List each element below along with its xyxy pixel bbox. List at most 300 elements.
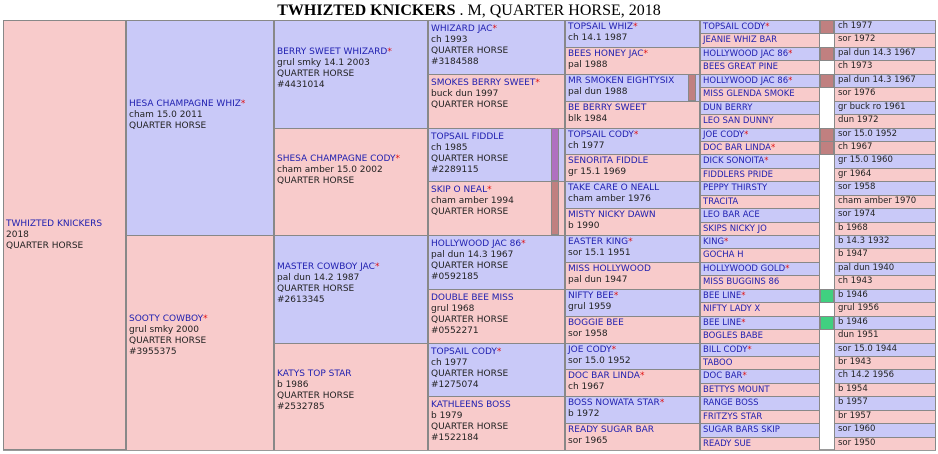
horse-name-text: FIDDLERS PRIDE bbox=[703, 169, 774, 180]
horse-entry bbox=[703, 345, 817, 356]
sire-cell bbox=[700, 208, 820, 222]
horse-name-link[interactable] bbox=[277, 369, 425, 380]
horse-info-cell bbox=[834, 74, 936, 88]
horse-info-cell bbox=[834, 168, 936, 182]
horse-name-link[interactable] bbox=[703, 210, 817, 221]
horse-name-text: MASTER COWBOY JAC bbox=[277, 261, 375, 272]
horse-detail-line1: grul smky 14.1 2003 bbox=[277, 57, 370, 68]
horse-detail-line1: gr 15.1 1969 bbox=[568, 167, 627, 178]
horse-name-link[interactable] bbox=[431, 78, 562, 89]
dam-cell bbox=[565, 369, 700, 397]
horse-detail-line1: sor 15.1 1951 bbox=[568, 248, 631, 258]
horse-entry bbox=[277, 262, 425, 306]
horse-info-text: sor 1972 bbox=[838, 34, 876, 45]
horse-name-text: SKIP O NEAL bbox=[431, 185, 488, 196]
sire-cell bbox=[565, 343, 700, 371]
dam-cell bbox=[565, 262, 700, 290]
dam-cell bbox=[565, 47, 700, 75]
horse-info-text: ch 1943 bbox=[838, 276, 873, 287]
horse-name-text: BILL CODY bbox=[703, 344, 748, 355]
horse-detail-line1: pal dun 14.3 1967 bbox=[431, 250, 514, 260]
horse-name-text: SKIPS NICKY JO bbox=[703, 223, 767, 234]
horse-name-link[interactable] bbox=[703, 22, 817, 33]
horse-info-cell bbox=[834, 101, 936, 115]
horse-entry bbox=[703, 358, 817, 369]
horse-entry bbox=[703, 170, 817, 181]
horse-name-link[interactable] bbox=[568, 49, 697, 60]
horse-name-link[interactable] bbox=[703, 358, 817, 369]
horse-entry bbox=[568, 22, 697, 44]
horse-info-cell bbox=[834, 356, 936, 370]
horse-entry bbox=[431, 293, 562, 337]
horse-name-text: BEES HONEY JAC bbox=[568, 48, 644, 59]
dam-cell bbox=[700, 33, 820, 47]
horse-detail-line2: QUARTER HORSE bbox=[431, 153, 509, 164]
horse-entry bbox=[703, 331, 817, 342]
horse-info-cell bbox=[834, 262, 936, 276]
horse-entry bbox=[703, 76, 817, 87]
horse-detail-line1: ch 14.1 1987 bbox=[568, 33, 628, 43]
horse-entry bbox=[703, 224, 817, 235]
horse-name-text: RANGE BOSS bbox=[703, 398, 759, 409]
horse-info-text: b 14.3 1932 bbox=[838, 236, 890, 246]
horse-name-link[interactable] bbox=[703, 62, 817, 73]
horse-info-cell bbox=[834, 396, 936, 410]
dam-cell bbox=[565, 208, 700, 236]
horse-name-text: WHIZARD JAC bbox=[431, 24, 493, 34]
horse-info-text: sor 15.0 1944 bbox=[838, 343, 898, 354]
horse-detail-line2: QUARTER HORSE bbox=[431, 207, 509, 218]
dam-cell bbox=[274, 343, 428, 452]
dam-cell bbox=[700, 410, 820, 424]
horse-details: . M, QUARTER HORSE, 2018 bbox=[455, 2, 661, 19]
horse-entry bbox=[703, 103, 817, 114]
horse-info-cell bbox=[834, 316, 936, 330]
horse-name-text: MISS HOLLYWOOD bbox=[568, 263, 651, 274]
horse-info-cell bbox=[834, 423, 936, 437]
horse-name-link[interactable] bbox=[703, 345, 817, 356]
sire-cell bbox=[565, 289, 700, 317]
horse-name-text: TABOO bbox=[703, 357, 733, 368]
horse-detail-line1: grul smky 2000 bbox=[129, 324, 199, 335]
horse-info-text: gr buck ro 1961 bbox=[838, 101, 906, 112]
horse-name-link[interactable] bbox=[703, 170, 817, 181]
horse-name-link[interactable] bbox=[568, 130, 697, 141]
horse-detail-line3: #2613345 bbox=[277, 294, 325, 305]
horse-name-link[interactable] bbox=[129, 314, 271, 325]
horse-entry bbox=[431, 78, 562, 111]
horse-name-link[interactable] bbox=[703, 183, 817, 194]
horse-info-text: pal dun 14.3 1967 bbox=[838, 74, 916, 85]
horse-detail-line3: #3184588 bbox=[431, 57, 479, 67]
horse-name-link[interactable] bbox=[703, 156, 817, 167]
star-icon: * bbox=[521, 239, 526, 249]
horse-entry bbox=[568, 345, 697, 367]
horse-info-text: b 1954 bbox=[838, 383, 868, 394]
star-icon: * bbox=[203, 313, 208, 324]
horse-entry bbox=[431, 239, 562, 283]
horse-name-text: KATYS TOP STAR bbox=[277, 369, 352, 380]
star-icon: * bbox=[611, 344, 617, 355]
horse-name-text: READY SUGAR BAR bbox=[568, 425, 655, 436]
subject-horse-cell bbox=[3, 20, 126, 450]
horse-name-text: LEO SAN DUNNY bbox=[703, 116, 774, 127]
horse-info-text: ch 1977 bbox=[838, 21, 873, 31]
horse-info-cell bbox=[834, 87, 936, 101]
horse-entry bbox=[703, 156, 817, 167]
horse-detail-line2: QUARTER HORSE bbox=[129, 335, 207, 346]
dam-cell bbox=[700, 195, 820, 209]
dam-cell bbox=[428, 289, 565, 344]
sire-cell bbox=[428, 20, 565, 75]
horse-name-link[interactable] bbox=[6, 219, 123, 230]
horse-entry bbox=[277, 47, 425, 91]
inbreeding-marker bbox=[820, 289, 834, 303]
horse-info-cell bbox=[834, 60, 936, 74]
horse-name-text: MISTY NICKY DAWN bbox=[568, 210, 656, 221]
horse-name-link[interactable] bbox=[568, 264, 697, 275]
sire-cell bbox=[700, 181, 820, 195]
horse-name-link[interactable] bbox=[568, 76, 697, 87]
horse-detail-line1: pal dun 14.2 1987 bbox=[277, 272, 360, 283]
horse-name-link[interactable] bbox=[431, 400, 562, 411]
horse-name-link[interactable] bbox=[703, 291, 817, 302]
dam-cell bbox=[274, 128, 428, 237]
horse-detail-line3: #3955375 bbox=[129, 346, 177, 357]
horse-name-text: BETTYS MOUNT bbox=[703, 384, 770, 395]
star-icon: * bbox=[643, 48, 649, 59]
horse-info-cell bbox=[834, 383, 936, 397]
horse-entry bbox=[703, 89, 817, 100]
horse-entry bbox=[431, 185, 562, 218]
horse-info-text: dun 1972 bbox=[838, 115, 879, 126]
horse-info-cell bbox=[834, 114, 936, 128]
horse-name-text: JOE CODY bbox=[568, 344, 612, 355]
horse-detail-line2: QUARTER HORSE bbox=[431, 314, 509, 325]
horse-name-link[interactable] bbox=[129, 99, 271, 110]
horse-name-text: EASTER KING bbox=[568, 237, 629, 247]
star-icon: * bbox=[741, 317, 746, 328]
horse-detail-line1: b 1990 bbox=[568, 221, 600, 232]
horse-name-link[interactable] bbox=[568, 210, 697, 221]
horse-detail-line1: ch 1977 bbox=[431, 357, 468, 368]
horse-info-cell bbox=[834, 302, 936, 316]
horse-name-link[interactable] bbox=[431, 293, 562, 304]
horse-name-link[interactable] bbox=[703, 264, 817, 275]
star-icon: * bbox=[764, 156, 769, 167]
horse-detail-line1: blk 1984 bbox=[568, 113, 608, 124]
horse-info-text: br 1943 bbox=[838, 356, 872, 367]
horse-name-text: FRITZYS STAR bbox=[703, 411, 763, 422]
star-icon: * bbox=[628, 237, 633, 247]
horse-name-link[interactable] bbox=[568, 156, 697, 167]
horse-entry bbox=[703, 412, 817, 423]
horse-entry bbox=[568, 130, 697, 152]
horse-name-link[interactable] bbox=[703, 318, 817, 329]
sire-cell bbox=[700, 289, 820, 303]
inbreeding-marker bbox=[551, 181, 559, 235]
horse-entry bbox=[129, 99, 271, 132]
horse-info-text: b 1947 bbox=[838, 249, 868, 260]
horse-name-text: HOLLYWOOD GOLD bbox=[703, 263, 786, 274]
star-icon: * bbox=[535, 77, 540, 88]
star-icon: * bbox=[659, 398, 665, 409]
horse-entry bbox=[703, 62, 817, 73]
dam-cell bbox=[700, 302, 820, 316]
horse-name-link[interactable] bbox=[703, 35, 817, 46]
sire-cell bbox=[700, 101, 820, 115]
horse-name-link[interactable] bbox=[703, 304, 817, 315]
horse-detail-line2: QUARTER HORSE bbox=[277, 283, 355, 294]
horse-info-text: sor 1976 bbox=[838, 88, 876, 99]
horse-entry bbox=[568, 398, 697, 420]
inbreeding-marker bbox=[820, 47, 834, 61]
horse-name-link[interactable] bbox=[703, 425, 817, 436]
horse-entry bbox=[703, 318, 817, 329]
horse-name-link[interactable] bbox=[703, 250, 817, 261]
horse-name-text: HOLLYWOOD JAC 86 bbox=[703, 75, 789, 86]
dam-cell bbox=[700, 222, 820, 236]
horse-detail-line3: #4431014 bbox=[277, 79, 325, 90]
horse-name-text: NIFTY LADY X bbox=[703, 304, 761, 315]
horse-entry bbox=[568, 264, 697, 286]
dam-cell bbox=[428, 181, 565, 236]
horse-name-text: TOPSAIL CODY bbox=[568, 129, 634, 140]
horse-info-cell bbox=[834, 437, 936, 451]
horse-detail-line1: b 1986 bbox=[277, 380, 309, 391]
sire-cell bbox=[700, 235, 820, 249]
horse-detail-line2: QUARTER HORSE bbox=[431, 368, 509, 379]
horse-name-text: SUGAR BARS SKIP bbox=[703, 425, 780, 436]
horse-name-link[interactable] bbox=[703, 89, 817, 100]
horse-name-link[interactable] bbox=[703, 224, 817, 235]
horse-info-text: b 1957 bbox=[838, 397, 868, 408]
horse-name-text: SENORITA FIDDLE bbox=[568, 156, 649, 167]
sire-cell bbox=[700, 262, 820, 276]
horse-name-link[interactable] bbox=[703, 331, 817, 342]
sire-cell bbox=[700, 343, 820, 357]
horse-detail-line1: buck dun 1997 bbox=[431, 88, 499, 99]
horse-entry bbox=[703, 183, 817, 194]
horse-entry bbox=[568, 318, 697, 340]
horse-entry bbox=[703, 197, 817, 208]
horse-name-text: BE BERRY SWEET bbox=[568, 102, 647, 113]
horse-name-text: KING bbox=[703, 237, 725, 247]
horse-name-link[interactable] bbox=[703, 76, 817, 87]
inbreeding-marker bbox=[820, 141, 834, 155]
inbreeding-marker bbox=[820, 20, 834, 34]
dam-cell bbox=[700, 168, 820, 182]
horse-name-link[interactable] bbox=[703, 237, 817, 248]
horse-detail-line1: 2018 bbox=[6, 230, 29, 240]
horse-entry bbox=[703, 385, 817, 396]
horse-detail-line1: ch 1967 bbox=[568, 382, 605, 393]
horse-info-cell bbox=[834, 47, 936, 61]
horse-entry bbox=[568, 49, 697, 71]
horse-entry bbox=[703, 371, 817, 382]
star-icon: * bbox=[788, 48, 793, 59]
horse-name-text: TWHIZTED KNICKERS bbox=[6, 219, 103, 229]
horse-name-text: MR SMOKEN EIGHTYSIX bbox=[568, 75, 675, 86]
horse-name-text: HOLLYWOOD JAC 86 bbox=[431, 239, 522, 249]
horse-name-text: DOC BAR LINDA bbox=[568, 371, 640, 382]
horse-detail-line2: QUARTER HORSE bbox=[6, 241, 84, 251]
horse-name-link[interactable] bbox=[703, 130, 817, 141]
horse-info-text: pal dun 1940 bbox=[838, 262, 895, 273]
horse-name-text: TOPSAIL WHIZ bbox=[568, 22, 634, 32]
sire-cell bbox=[565, 20, 700, 48]
inbreeding-marker bbox=[820, 316, 834, 330]
horse-name-link[interactable] bbox=[568, 103, 697, 114]
horse-name-link[interactable] bbox=[703, 398, 817, 409]
horse-name-link[interactable] bbox=[568, 398, 697, 409]
horse-name-link[interactable] bbox=[703, 143, 817, 154]
horse-entry bbox=[431, 400, 562, 444]
horse-name-link[interactable] bbox=[277, 262, 425, 273]
sire-cell bbox=[428, 343, 565, 398]
horse-name-link[interactable] bbox=[568, 371, 697, 382]
horse-name-text: BEES GREAT PINE bbox=[703, 62, 778, 73]
horse-info-text: b 1968 bbox=[838, 222, 868, 233]
dam-cell bbox=[700, 383, 820, 397]
horse-name-text: JOE CODY bbox=[703, 129, 745, 140]
horse-name-link[interactable] bbox=[277, 154, 425, 165]
horse-info-text: ch 1967 bbox=[838, 141, 873, 152]
horse-info-text: dun 1951 bbox=[838, 330, 879, 341]
horse-name-link[interactable] bbox=[568, 318, 697, 329]
horse-name-link[interactable] bbox=[568, 183, 697, 194]
horse-entry bbox=[703, 304, 817, 315]
star-icon: * bbox=[765, 22, 770, 32]
horse-name-link[interactable] bbox=[431, 239, 562, 250]
horse-name-link[interactable] bbox=[703, 197, 817, 208]
horse-name-text: TOPSAIL CODY bbox=[703, 22, 766, 32]
horse-name-text: GOCHA H bbox=[703, 250, 744, 261]
horse-name-link[interactable] bbox=[568, 425, 697, 436]
horse-name-link[interactable] bbox=[431, 132, 562, 143]
star-icon: * bbox=[788, 75, 793, 86]
horse-name-link[interactable] bbox=[568, 291, 697, 302]
horse-name-text: KATHLEENS BOSS bbox=[431, 400, 511, 411]
horse-name-text: BERRY SWEET WHIZARD bbox=[277, 46, 388, 57]
horse-detail-line2: QUARTER HORSE bbox=[277, 176, 355, 187]
horse-name-link[interactable] bbox=[568, 345, 697, 356]
sire-cell bbox=[565, 235, 700, 263]
star-icon: * bbox=[785, 263, 790, 274]
horse-detail-line2: QUARTER HORSE bbox=[431, 46, 509, 56]
horse-info-text: gr 15.0 1960 bbox=[838, 155, 893, 166]
horse-info-text: sor 15.0 1952 bbox=[838, 128, 898, 139]
sire-cell bbox=[700, 316, 820, 330]
sire-cell bbox=[274, 235, 428, 344]
horse-name-link[interactable] bbox=[703, 371, 817, 382]
horse-entry bbox=[703, 210, 817, 221]
horse-detail-line1: cham amber 15.0 2002 bbox=[277, 165, 383, 176]
sire-cell bbox=[565, 181, 700, 209]
horse-name-link[interactable] bbox=[703, 439, 817, 450]
dam-cell bbox=[700, 60, 820, 74]
star-icon: * bbox=[374, 261, 380, 272]
horse-name-text: TRACITA bbox=[703, 196, 739, 207]
horse-entry bbox=[568, 76, 697, 98]
star-icon: * bbox=[487, 185, 492, 196]
dam-cell bbox=[700, 114, 820, 128]
horse-name-link[interactable] bbox=[431, 347, 562, 358]
horse-name-link[interactable] bbox=[568, 22, 697, 33]
horse-entry bbox=[703, 291, 817, 302]
dam-cell bbox=[700, 356, 820, 370]
horse-name-text: HOLLYWOOD JAC 86 bbox=[703, 48, 789, 59]
horse-name-link[interactable] bbox=[568, 237, 697, 248]
star-icon: * bbox=[741, 290, 746, 301]
dam-cell bbox=[565, 154, 700, 182]
horse-info-text: ch 14.2 1956 bbox=[838, 370, 895, 381]
horse-name-link[interactable] bbox=[703, 277, 817, 288]
horse-info-text: ch 1973 bbox=[838, 61, 873, 72]
horse-info-cell bbox=[834, 20, 936, 34]
horse-detail-line1: pal dun 1947 bbox=[568, 274, 628, 285]
horse-entry bbox=[703, 277, 817, 288]
inbreeding-marker bbox=[820, 74, 834, 88]
horse-entry bbox=[568, 237, 697, 259]
horse-entry bbox=[568, 210, 697, 232]
horse-name-text: DOC BAR bbox=[703, 371, 743, 382]
horse-info-text: cham amber 1970 bbox=[838, 195, 917, 206]
horse-name-link[interactable] bbox=[703, 385, 817, 396]
horse-info-cell bbox=[834, 410, 936, 424]
horse-detail-line1: cham 15.0 2011 bbox=[129, 109, 203, 120]
dam-cell bbox=[428, 74, 565, 129]
horse-detail-line3: #0592185 bbox=[431, 272, 479, 282]
dam-cell bbox=[700, 275, 820, 289]
star-icon: * bbox=[633, 129, 639, 140]
dam-cell bbox=[700, 329, 820, 343]
horse-info-text: br 1957 bbox=[838, 410, 872, 421]
sire-cell bbox=[274, 20, 428, 129]
horse-info-cell bbox=[834, 289, 936, 303]
horse-info-cell bbox=[834, 275, 936, 289]
horse-info-cell bbox=[834, 222, 936, 236]
horse-name-link[interactable] bbox=[703, 412, 817, 423]
dam-cell bbox=[126, 235, 274, 451]
star-icon: * bbox=[633, 22, 638, 32]
horse-detail-line3: #1275074 bbox=[431, 379, 479, 390]
horse-entry bbox=[568, 183, 697, 205]
horse-info-text: grul 1956 bbox=[838, 303, 879, 314]
horse-name-link[interactable] bbox=[277, 47, 425, 58]
horse-name-link[interactable] bbox=[431, 185, 562, 196]
horse-entry bbox=[568, 425, 697, 447]
horse-name-heading: TWHIZTED KNICKERS bbox=[277, 2, 456, 19]
horse-entry bbox=[703, 425, 817, 436]
horse-name-link[interactable] bbox=[703, 103, 817, 114]
horse-name-link[interactable] bbox=[703, 49, 817, 60]
horse-detail-line1: sor 1965 bbox=[568, 436, 608, 447]
horse-name-text: DICK SONOITA bbox=[703, 156, 765, 167]
horse-name-text: NIFTY BEE bbox=[568, 290, 614, 301]
horse-name-text: MISS GLENDA SMOKE bbox=[703, 89, 795, 100]
horse-detail-line3: #1522184 bbox=[431, 433, 479, 444]
horse-info-cell bbox=[834, 154, 936, 168]
horse-name-text: BOSS NOWATA STAR bbox=[568, 398, 660, 409]
horse-info-cell bbox=[834, 128, 936, 142]
horse-detail-line1: b 1979 bbox=[431, 411, 463, 422]
horse-name-link[interactable] bbox=[703, 116, 817, 127]
horse-entry bbox=[703, 264, 817, 275]
horse-name-link[interactable] bbox=[431, 24, 562, 35]
star-icon: * bbox=[724, 237, 729, 247]
star-icon: * bbox=[387, 46, 392, 57]
